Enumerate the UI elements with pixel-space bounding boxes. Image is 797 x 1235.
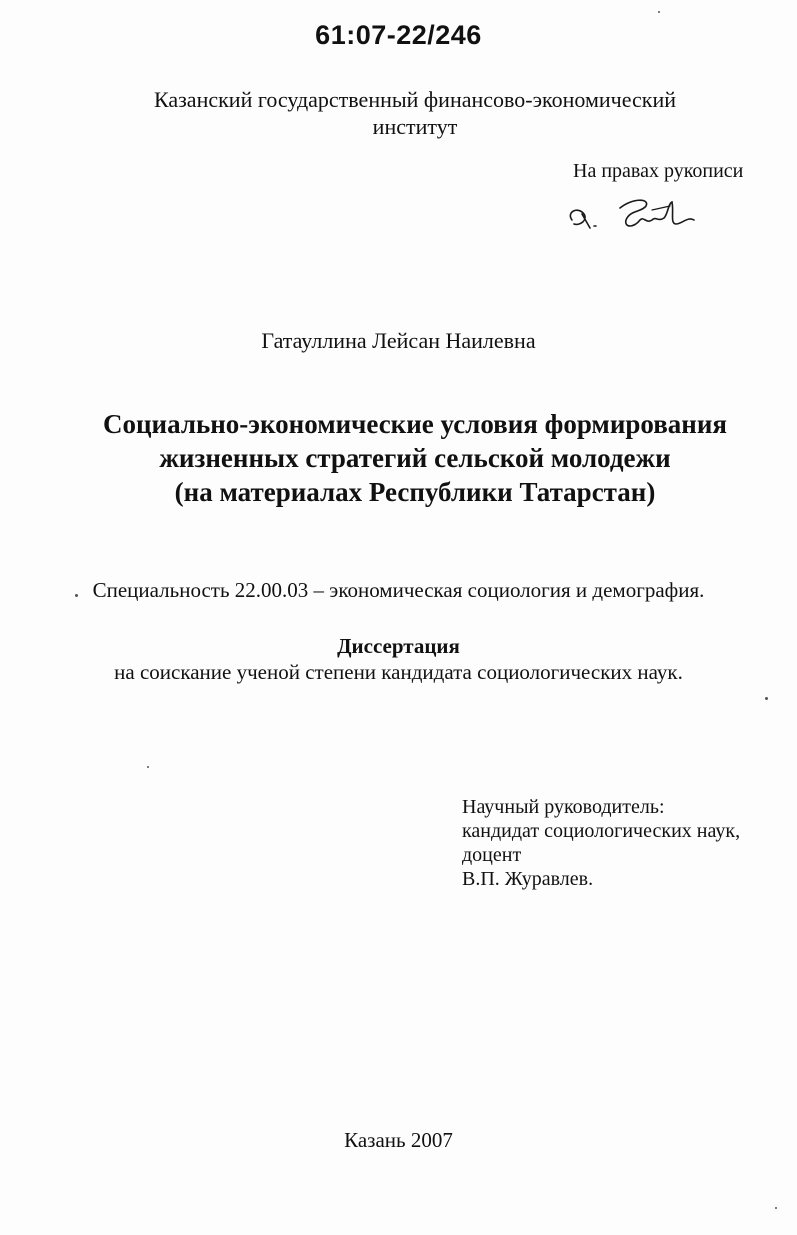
institution-line-1: Казанский государственный финансово-экономический <box>153 87 677 112</box>
title-line-3: (на материалах Республики Татарстан) <box>174 477 656 507</box>
specialty-code: Специальность 22.00.03 – экономическая социология и демография. <box>92 578 705 602</box>
scan-speck <box>765 697 768 700</box>
supervisor-name: В.П. Журавлев. <box>462 868 594 890</box>
title-line-1: Социально-экономические условия формирования <box>102 409 728 439</box>
scan-speck <box>658 11 660 13</box>
scientific-supervisor <box>462 795 740 891</box>
scan-speck <box>775 1207 777 1209</box>
supervisor-rank: доцент <box>462 844 522 866</box>
author-name: Гатауллина Лейсан Наилевна <box>261 328 536 353</box>
signature-stroke-surname <box>620 200 694 226</box>
institution-name <box>100 86 730 140</box>
dissertation-title <box>50 407 780 509</box>
scan-speck <box>147 766 149 768</box>
scan-speck <box>75 594 78 597</box>
signature-image <box>560 190 710 240</box>
manuscript-rights-note: На правах рукописи <box>573 160 744 182</box>
institution-line-2: институт <box>372 114 458 139</box>
city-and-year: Казань 2007 <box>344 1128 453 1152</box>
signature-stroke-initial <box>570 210 596 228</box>
supervisor-degree: кандидат социологических наук, <box>462 820 741 842</box>
title-line-2: жизненных стратегий сельской молодежи <box>159 443 671 473</box>
document-type: Диссертация <box>337 634 460 658</box>
catalog-number: 61:07-22/246 <box>315 20 482 50</box>
degree-sought: на соискание ученой степени кандидата социологических наук. <box>114 660 683 684</box>
supervisor-label: Научный руководитель: <box>462 796 665 818</box>
